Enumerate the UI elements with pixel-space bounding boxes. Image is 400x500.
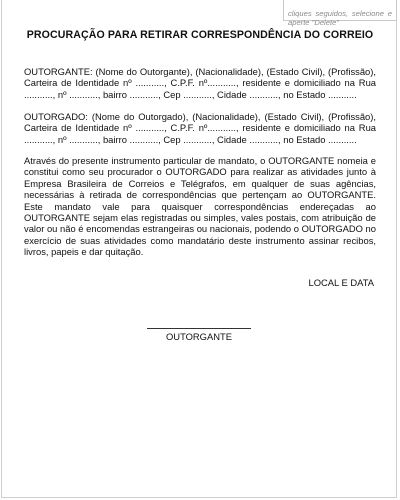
instruction-hint [283,0,397,27]
instruction-hint-text: cliques seguidos, selecione e aperte "Delete" [288,8,392,27]
local-and-date: LOCAL E DATA [308,277,374,288]
outorgado-paragraph: OUTORGADO: (Nome do Outorgado), (Nacionalidade), (Estado Civil), (Profissão), Carteira de Identidade nº ..........., C.P.F. nº..........., residente e domiciliado na Rua ..........., nº ..........., bairro ..........., Cep ..........., Cidade ..........., no Estado ........... [24,111,376,145]
mandate-body-paragraph: Através do presente instrumento particular de mandato, o OUTORGANTE nomeia e constitui como seu procurador o OUTORGADO para realizar as atividades junto à Empresa Brasileira de Correios e Telégrafos, em qualquer de suas agências, necessárias à retirada de correspondências que pertençam ao OUTORGANTE. Este mandato vale para quaisquer correspondências endereçadas ao OUTORGANTE sejam elas registradas ou simples, vales postais, com atribuição de valor ou não é encomendas estrangeiras ou nacionais, podendo o OUTORGADO no exercício de suas atividades como mandatário deste instrumento assinar recibos, livros, papeis e dar quitação. [24,155,376,258]
signature-line [147,328,251,329]
signature-label: OUTORGANTE [166,331,232,342]
document-title: PROCURAÇÃO PARA RETIRAR CORRESPONDÊNCIA DO CORREIO [26,29,374,41]
outorgante-paragraph: OUTORGANTE: (Nome do Outorgante), (Nacionalidade), (Estado Civil), (Profissão), Carteira de Identidade nº ..........., C.P.F. nº..........., residente e domiciliado na Rua ..........., nº ..........., bairro ..........., Cep ..........., Cidade ..........., no Estado ........... [24,66,376,100]
